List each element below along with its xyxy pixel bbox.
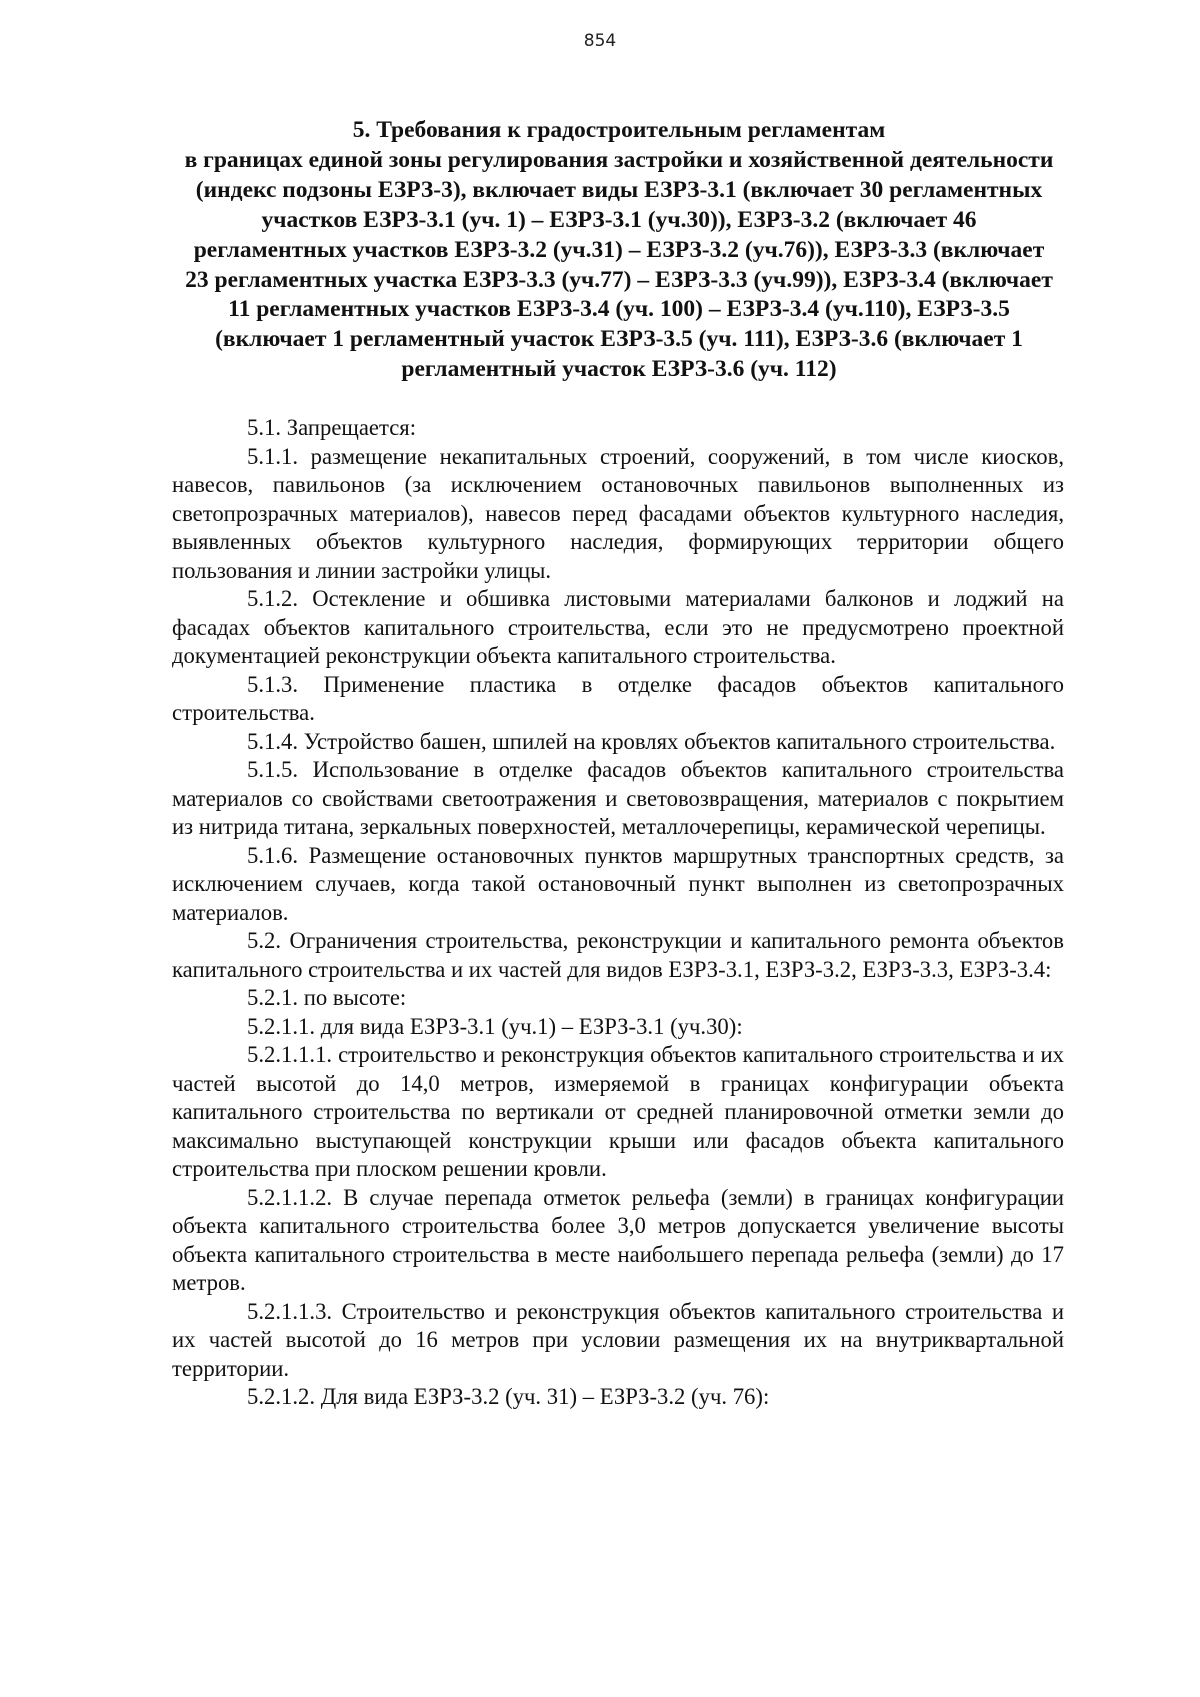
paragraph-5-2: 5.2. Ограничения строительства, реконструкции и капитального ремонта объектов капитального строительства и их частей для видов ЕЗРЗ-3.1, ЕЗРЗ-3.2, ЕЗРЗ-3.3, ЕЗРЗ-3.4: (172, 928, 1064, 982)
heading-line: в границах единой зоны регулирования застройки и хозяйственной деятельности (184, 146, 1054, 173)
heading-line: (включает 1 регламентный участок ЕЗРЗ-3.5 (уч. 111), ЕЗРЗ-3.6 (включает 1 (215, 326, 1023, 353)
page-number: 854 (583, 31, 617, 51)
paragraph-5-2-1-2: 5.2.1.2. Для вида ЕЗРЗ-3.2 (уч. 31) – ЕЗРЗ-3.2 (уч. 76): (247, 1384, 770, 1409)
paragraph-5-1-6: 5.1.6. Размещение остановочных пунктов маршрутных транспортных средств, за исключением случаев, когда такой остановочный пункт выполнен из светопрозрачных материалов. (172, 842, 1064, 925)
heading-line: (индекс подзоны ЕЗРЗ-3), включает виды ЕЗРЗ-3.1 (включает 30 регламентных (195, 176, 1043, 203)
heading-line: 23 регламентных участка ЕЗРЗ-3.3 (уч.77) – ЕЗРЗ-3.3 (уч.99)), ЕЗРЗ-3.4 (включает (185, 266, 1053, 293)
paragraph-5-1-5: 5.1.5. Использование в отделке фасадов объектов капитального строительства материалов со свойствами светоотражения и световозвращения, материалов с покрытием из нитрида титана, зеркальных поверхностей, металлочерепицы, керамической черепицы. (172, 757, 1064, 839)
paragraph-5-2-1-1: 5.2.1.1. для вида ЕЗРЗ-3.1 (уч.1) – ЕЗРЗ-3.1 (уч.30): (247, 1013, 743, 1039)
paragraph-5-1-4: 5.1.4. Устройство башен, шпилей на кровлях объектов капитального строительства. (247, 728, 1056, 754)
paragraph-5-2-1-1-3: 5.2.1.1.3. Строительство и реконструкция объектов капитального строительства и их частей высотой до 16 метров при условии размещения их на внутриквартальной территории. (172, 1298, 1064, 1381)
section-heading (168, 116, 1070, 385)
paragraph-5-2-1-1-2: 5.2.1.1.2. В случае перепада отметок рельефа (земли) в границах конфигурации объекта капитального строительства более 3,0 метров допускается увеличение высоты объекта капитального строительства в месте наибольшего перепада рельефа (земли) до 17 метров. (172, 1184, 1064, 1295)
paragraph-5-1-3: 5.1.3. Применение пластика в отделке фасадов объектов капитального строительства. (172, 671, 1064, 725)
paragraph-5-1-2: 5.1.2. Остекление и обшивка листовыми материалами балконов и лоджий на фасадах объектов капитального строительства, если это не предусмотрено проектной документацией реконструкции объекта капитального строительства. (172, 586, 1064, 668)
heading-line: регламентный участок ЕЗРЗ-3.6 (уч. 112) (401, 356, 837, 383)
heading-line: регламентных участков ЕЗРЗ-3.2 (уч.31) – ЕЗРЗ-3.2 (уч.76)), ЕЗРЗ-3.3 (включает (193, 236, 1045, 263)
heading-line: 11 регламентных участков ЕЗРЗ-3.4 (уч. 100) – ЕЗРЗ-3.4 (уч.110), ЕЗРЗ-3.5 (228, 296, 1010, 323)
heading-line: 5. Требования к градостроительным регламентам (352, 117, 886, 143)
document-body (172, 414, 1064, 1412)
paragraph-5-2-1-1-1: 5.2.1.1.1. строительство и реконструкция объектов капитального строительства и их частей высотой до 14,0 метров, измеряемой в границах конфигурации объекта капитального строительства по вертикали от средней планировочной отметки земли до максимально выступающей конструкции крыши или фасадов объекта капитального строительства при плоском решении кровли. (172, 1042, 1064, 1181)
heading-line: участков ЕЗРЗ-3.1 (уч. 1) – ЕЗРЗ-3.1 (уч.30)), ЕЗРЗ-3.2 (включает 46 (261, 206, 977, 233)
paragraph-5-1-1: 5.1.1. размещение некапитальных строений, сооружений, в том числе киосков, навесов, павильонов (за исключением остановочных павильонов выполненных из светопрозрачных материалов), навесов перед фасадами объектов культурного наследия, выявленных объектов культурного наследия, формирующих территории общего пользования и линии застройки улицы. (172, 443, 1064, 583)
paragraph-5-2-1: 5.2.1. по высоте: (247, 985, 407, 1010)
paragraph-5-1: 5.1. Запрещается: (247, 415, 417, 440)
